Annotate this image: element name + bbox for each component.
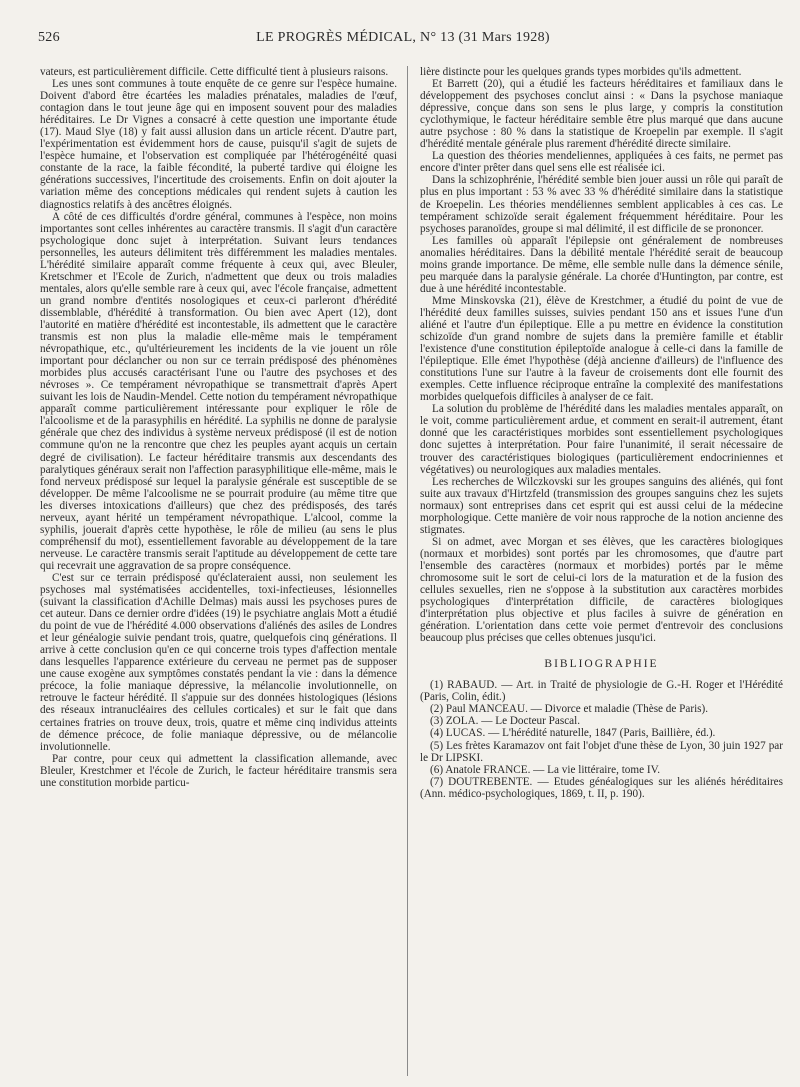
right-column <box>420 66 783 1076</box>
paragraph: C'est sur ce terrain prédisposé qu'éclateraient aussi, non seulement les psychoses mal systématisées accidentelles, toxi-infectieuses, lésionnelles (suivant la classification d'Achille Delmas) mais aussi les psychoses pures de cet auteur. Dans ce dernier ordre d'idées (19) le psychiatre anglais Mott a étudié du point de vue de l'hérédité 4.000 observations d'aliénés des asiles de Londres et leur généalogie suivie pendant trois, quatre, quelquefois cinq générations. Il arrive à cette conclusion qu'en ce qui concerne trois types d'affection mentale dans lesquelles l'apparence extérieure du cerveau ne permet pas de supposer une cause exogène aux symptômes constatés pendant la vie : dans la démence précoce, la folie maniaque dépressive, la mélancolie involutionnelle, on retrouve le facteur hérédité. Il s'appuie sur des données histologiques (lésions des réseaux intranucléaires des cellules corticales) et sur le fait que dans certaines fratries on trouve deux, trois, quatre et même cinq individus atteints de démence précoce, de folie maniaque dépressive, ou de mélancolie involutionnelle. <box>40 571 397 753</box>
bibliography-entry: (7) DOUTREBENTE. — Etudes généalogiques sur les aliénés héréditaires (Ann. médico-psychologiques, 1869, t. II, p. 190). <box>420 775 783 800</box>
paragraph: La question des théories mendeliennes, appliquées à ces faits, ne permet pas encore d'inter prêter dans quel sens elle est réalisée ici. <box>420 150 783 175</box>
paragraph: Si on admet, avec Morgan et ses élèves, que les caractères biologiques (normaux et morbides) sont portés par les chromosomes, que d'autre part l'ensemble des caractères (normaux et morbides) portés par le même chromosome suit le sort de celui-ci lors de la maturation et de la fusion des cellules sexuelles, rien ne s'oppose à la substitution aux caractères morbides psychologiques d'interprétation difficile, de caractères biologiques d'interprétation plus objective et plus faciles à suivre de génération en génération. L'orientation dans cette voie permet d'entrevoir des conclusions beaucoup plus précises que celles obtenues jusqu'ici. <box>420 535 783 645</box>
paragraph: Par contre, pour ceux qui admettent la classification allemande, avec Bleuler, Krestchmer et l'école de Zurich, le facteur héréditaire transmis sera une constitution morbide particu- <box>40 752 397 789</box>
paragraph: Les unes sont communes à toute enquête de ce genre sur l'espèce humaine. Doivent d'abord être écartées les maladies prénatales, maladies de l'œuf, contagion dans le tout jeune âge qui en imposent souvent pour des maladies héréditaires. Le Dr Vignes a consacré à cette question une importante étude (17). Maud Slye (18) y fait aussi allusion dans un article récent. D'autre part, l'expérimentation est évidemment hors de cause, puisqu'il s'agit de sujets de l'espèce humaine, et l'observation est compliquée par l'hétérogénéité quasi constante de la race, la faible fécondité, la puberté tardive qui éloigne les générations successives, l'incertitude des croisements. Enfin on doit ajouter la variation même des conceptions médicales qui rendent sujets à caution les diagnostics relatifs à des ancêtres éloignés. <box>40 78 397 211</box>
bibliography-entry: (3) ZOLA. — Le Docteur Pascal. <box>430 715 581 728</box>
bibliography-entry: (5) Les frètes Karamazov ont fait l'objet d'une thèse de Lyon, 30 juin 1927 par le Dr LIPSKI. <box>420 739 783 764</box>
paragraph: Mme Minskovska (21), élève de Krestchmer, a étudié du point de vue de l'hérédité deux familles suisses, suivies pendant 150 ans et issues l'une d'un aliéné et l'autre d'un épileptique. Elle a pu mettre en évidence la constitution schizoïde d'un grand nombre de sujets dans la première famille et établir l'existence d'une constitution épileptoïde analogue à celle-ci dans la famille de l'épileptique. Elle émet l'hypothèse (déjà ancienne d'ailleurs) de l'influence des constitutions l'une sur l'autre à la faveur de croisements dont elle fournit des exemples. Cette influence réciproque entraîne la complexité des manifestations morbides quelquefois difficiles à analyser de ce fait. <box>420 294 783 404</box>
bibliography-heading: BIBLIOGRAPHIE <box>544 658 659 671</box>
paragraph: lière distincte pour les quelques grands types morbides qu'ils admettent. <box>420 66 742 78</box>
journal-title: LE PROGRÈS MÉDICAL, N° 13 (31 Mars 1928) <box>256 30 550 45</box>
left-column <box>40 66 397 1076</box>
paragraph: vateurs, est particulièrement difficile. Cette difficulté tient à plusieurs raisons. <box>40 66 389 78</box>
bibliography-entry: (2) Paul MANCEAU. — Divorce et maladie (Thèse de Paris). <box>430 703 709 716</box>
page-number: 526 <box>38 30 60 45</box>
paragraph: Dans la schizophrénie, l'hérédité semble bien jouer aussi un rôle qui paraît de plus en plus important : 53 % avec 33 % d'hérédité similaire dans la statistique de Kroepelin. Les théories mendéliennes semblent applicables à ces cas. Le tempérament schizoïde serait également fréquemment héréditaire. Pour les psychoses paranoïdes, groupe si mal délimité, il est difficile de se prononcer. <box>420 174 783 235</box>
bibliography-entry: (1) RABAUD. — Art. in Traité de physiologie de G.-H. Roger et l'Hérédité (Paris, Colin, édit.) <box>420 679 783 704</box>
page-header <box>38 30 768 50</box>
paragraph: Et Barrett (20), qui a étudié les facteurs héréditaires et familiaux dans le développement des psychoses conclut ainsi : « Dans la psychose maniaque dépressive, conçue dans son sens le plus large, y compris la constitution cyclothymique, le facteur héréditaire semble être plus marqué que dans aucune autre psychose : 80 % dans la statistique de Kroepelin par exemple. Il s'agit d'hérédité mentale générale plus rarement d'hérédité directe similaire. <box>420 78 783 151</box>
column-divider <box>407 66 408 1076</box>
paragraph: La solution du problème de l'hérédité dans les maladies mentales apparaît, on le voit, comme particulièrement ardue, et comment en serait-il autrement, étant donné que les caractéristiques morbides sont essentiellement psychologiques donc sujettes à interprétation. Pour faire l'unanimité, il serait nécessaire de trouver des caractéristiques biologiques (particulièrement endocriniennes et végétatives) ou neurologiques aux maladies mentales. <box>420 403 783 476</box>
bibliography-list <box>420 679 783 799</box>
bibliography-entry: (6) Anatole FRANCE. — La vie littéraire, tome IV. <box>430 763 661 776</box>
paragraph: Les familles où apparaît l'épilepsie ont généralement de nombreuses anomalies héréditaires. Dans la débilité mentale l'hérédité serait de beaucoup moins grande importance. De même, elle semble nulle dans la démence sénile, peu marquée dans la paralysie générale. La chorée d'Huntington, par contre, est due à une hérédité incontestable. <box>420 234 783 295</box>
paragraph: Les recherches de Wilczkovski sur les groupes sanguins des aliénés, qui font suite aux travaux d'Hirtzfeld (transmission des groupes sanguins chez les sujets normaux) sont entreprises dans cet esprit qui est aussi celui de la médecine morphologique. Cette manière de voir nous rapproche de la notion ancienne des stigmates. <box>420 475 783 536</box>
bibliography-entry: (4) LUCAS. — L'hérédité naturelle, 1847 (Paris, Baillière, éd.). <box>430 727 716 740</box>
paragraph: A côté de ces difficultés d'ordre général, communes à l'espèce, non moins importantes sont celles inhérentes au caractère transmis. Il s'agit d'un caractère psychologique donc sujet à interprétation. Suivant leurs tendances personnelles, les auteurs délimitent très différemment les maladies mentales. L'hérédité similaire apparaît comme fréquente à ceux qui, avec Bleuler, Kretschmer et l'Ecole de Zurich, n'admettent que deux ou trois maladies mentales, alors qu'elle semble rare à ceux qui, avec l'école française, admettent un grand nombre d'entités nosologiques et ceux-ci parleront d'hérédité dissemblable, d'hérédité à transformation. Ou bien avec Apert (12), dont l'autorité en matière d'hérédité est incontestable, ils admettent que le caractère transmis est non plus la maladie elle-même mais le tempérament névropathique, etc., qu'ultérieurement les incidents de la vie jouent un rôle important pour déclancher ou non sur ce terrain prédisposé des phénomènes morbides plus accusés caractérisant l'une ou l'autre des psychoses et des névroses ». Ce tempérament névropathique se transmettrait d'après Apert suivant les lois de Naudin-Mendel. Cette notion du tempérament névropathique apparaît comme particulièrement intéressante pour expliquer le rôle de l'alcoolisme et de la parasyphilis en hérédité. La syphilis ne donne de paralysie générale que chez des individus à système nerveux prédisposé (il est de notion commune qu'on ne la rencontre que chez les peuples ayant acquis un certain degré de civilisation). Le facteur héréditaire transmis aux descendants des paralytiques généraux serait non l'affection parasyphilitique elle-même, mais le fond nerveux prédisposé sur lequel la paralysie générale est susceptible de se développer. De même l'alcoolisme ne se pourrait produire (au même titre que les diverses intoxications d'ailleurs) que chez des prédisposés, des tarés nerveux, ayant hérité un tempérament névropathique. L'alcool, comme la syphilis, jouerait d'après cette hypothèse, le rôle de milieu (au sens le plus compréhensif du mot), essentiellement favorable au développement de la tare nerveuse. Le caractère transmis serait l'aptitude au développement de cette tare qui recevrait une aggravation de sa propre conséquence. <box>40 210 397 572</box>
